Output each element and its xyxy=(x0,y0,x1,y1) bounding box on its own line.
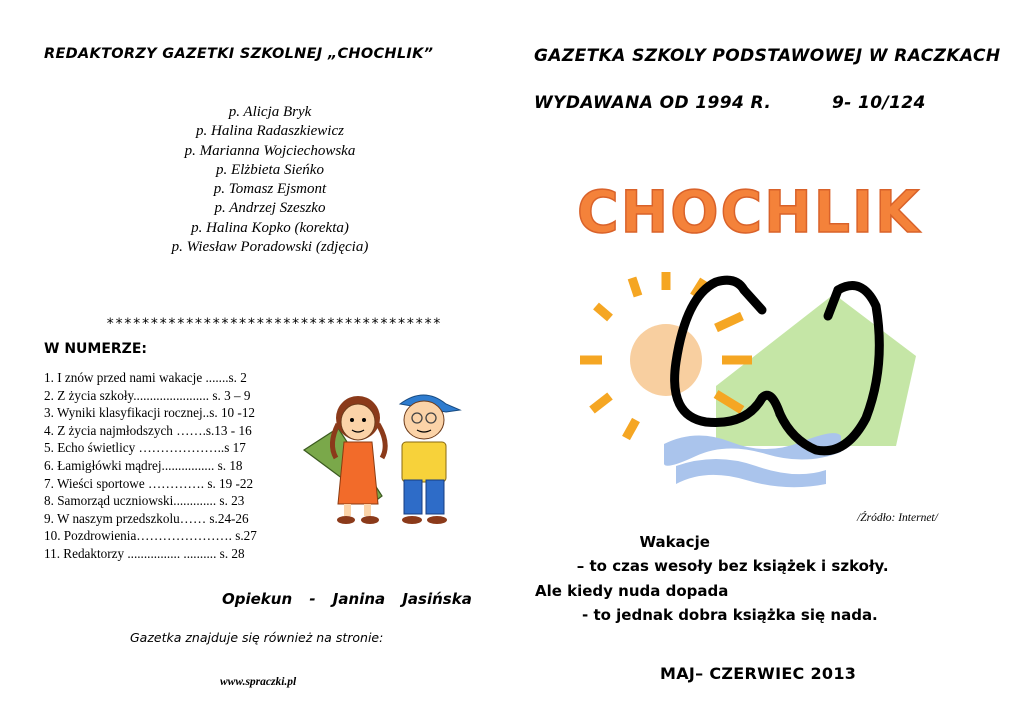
editor-name: p. Halina Kopko (korekta) xyxy=(191,219,349,236)
toc-item: 10. Pozdrowienia…………………. s.27 xyxy=(44,528,257,544)
toc-item: 5. Echo świetlicy ………………..s 17 xyxy=(44,440,246,456)
toc-item: 2. Z życia szkoły....................... s. 3 – 9 xyxy=(44,387,251,403)
table-of-contents xyxy=(44,369,257,563)
editors-list xyxy=(130,103,410,257)
toc-item: 11. Redaktorzy ................ .......... s. 28 xyxy=(44,545,245,561)
poem xyxy=(535,530,889,627)
issue-date: MAJ– CZERWIEC 2013 xyxy=(660,664,857,683)
website-link[interactable]: www.spraczki.pl xyxy=(220,676,297,688)
editor-name: p. Tomasz Ejsmont xyxy=(213,181,327,198)
poem-line: Wakacje xyxy=(535,533,710,551)
logo-text: CHOCHLIK xyxy=(577,184,922,240)
toc-item: 6. Łamigłówki mądrej................ s. 18 xyxy=(44,457,243,473)
image-source: /Źródło: Internet/ xyxy=(857,512,938,524)
caretaker-line: Opiekun - Janina Jasińska xyxy=(222,590,472,608)
issued-since: WYDAWANA OD 1994 R. xyxy=(534,93,772,113)
chochlik-logo xyxy=(574,184,924,240)
editor-name: p. Halina Radaszkiewicz xyxy=(196,123,344,140)
online-note: Gazetka znajduje się również na stronie: xyxy=(130,630,384,645)
star-divider: ************************************** xyxy=(106,316,442,332)
editor-name: p. Wiesław Poradowski (zdjęcia) xyxy=(171,239,369,256)
poem-line: – to czas wesoły bez książek i szkoły. xyxy=(535,557,889,576)
toc-item: 3. Wyniki klasyfikacji rocznej..s. 10 -12 xyxy=(44,405,256,421)
school-title: GAZETKA SZKOLY PODSTAWOWEJ W RACZKACH xyxy=(534,46,1001,66)
children-cartoon-icon xyxy=(300,384,470,529)
issue-number: 9- 10/124 xyxy=(832,93,926,113)
toc-item: 8. Samorząd uczniowski............. s. 23 xyxy=(44,493,245,509)
editor-name: p. Alicja Bryk xyxy=(228,104,312,120)
editor-name: p. Elżbieta Sieńko xyxy=(216,161,324,178)
poem-line: Ale kiedy nuda dopada xyxy=(535,581,729,600)
editors-title: REDAKTORZY GAZETKI SZKOLNEJ „CHOCHLIK” xyxy=(44,46,434,62)
toc-item: 7. Wieści sportowe …………. s. 19 -22 xyxy=(44,475,254,491)
editor-name: p. Andrzej Szeszko xyxy=(214,200,326,217)
toc-item: 1. I znów przed nami wakacje .......s. 2 xyxy=(44,370,247,385)
editor-name: p. Marianna Wojciechowska xyxy=(184,142,356,159)
toc-item: 9. W naszym przedszkolu…… s.24-26 xyxy=(44,510,249,526)
toc-item: 4. Z życia najmłodszych …….s.13 - 16 xyxy=(44,422,252,438)
contents-title: W NUMERZE: xyxy=(44,341,147,357)
sun-glasses-waves-icon xyxy=(566,266,916,516)
poem-line: - to jednak dobra książka się nada. xyxy=(535,605,878,624)
